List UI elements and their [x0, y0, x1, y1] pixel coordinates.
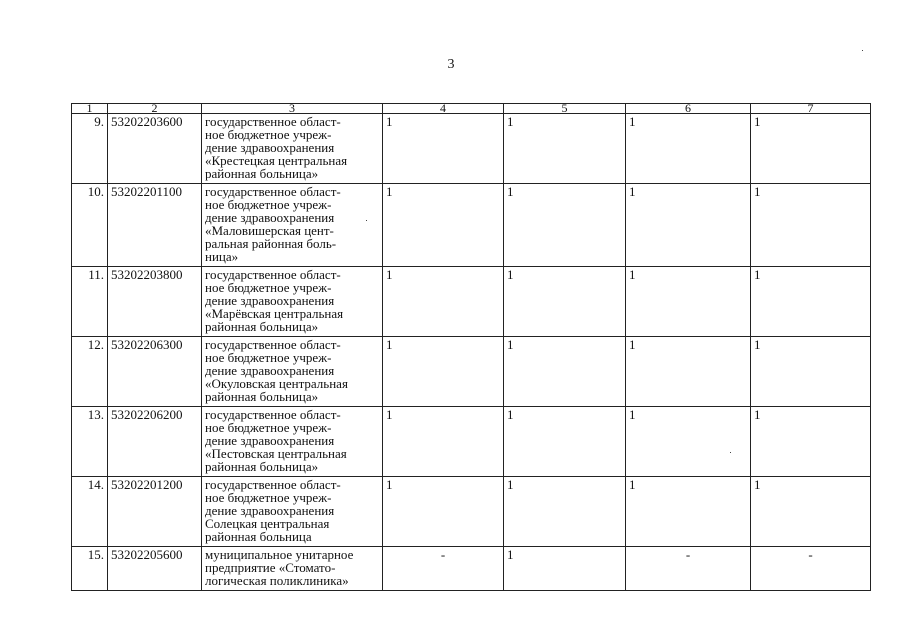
- row-code: 53202203600: [108, 114, 202, 184]
- row-organization-name: государственное област- ное бюджетное учреж- дение здравоохранения «Пестовская центральная районная больница»: [202, 407, 383, 477]
- header-cell: 4: [383, 104, 504, 114]
- page-number: 3: [447, 57, 455, 72]
- table-row: [72, 337, 871, 407]
- row-col5: 1: [504, 477, 626, 547]
- row-organization-name: государственное област- ное бюджетное учреж- дение здравоохранения Солецкая центральная районная больница: [202, 477, 383, 547]
- row-col5: 1: [504, 407, 626, 477]
- table-row: [72, 267, 871, 337]
- row-col5: 1: [504, 267, 626, 337]
- row-code: 53202203800: [108, 267, 202, 337]
- row-number: 9.: [72, 114, 108, 184]
- row-col6: 1: [626, 407, 751, 477]
- table-row: [72, 477, 871, 547]
- row-organization-name: государственное област- ное бюджетное учреж- дение здравоохранения «Марёвская центральная районная больница»: [202, 267, 383, 337]
- row-col5: 1: [504, 114, 626, 184]
- row-number: 13.: [72, 407, 108, 477]
- row-code: 53202201200: [108, 477, 202, 547]
- row-code: 53202205600: [108, 547, 202, 591]
- row-col7: 1: [751, 407, 871, 477]
- scan-speck: [862, 50, 863, 51]
- header-cell: 2: [108, 104, 202, 114]
- row-col7: -: [751, 547, 871, 591]
- row-code: 53202206200: [108, 407, 202, 477]
- row-number: 11.: [72, 267, 108, 337]
- row-code: 53202206300: [108, 337, 202, 407]
- row-col5: 1: [504, 184, 626, 267]
- row-col6: 1: [626, 477, 751, 547]
- row-col7: 1: [751, 267, 871, 337]
- row-col4: 1: [383, 184, 504, 267]
- header-cell: 5: [504, 104, 626, 114]
- row-code: 53202201100: [108, 184, 202, 267]
- header-cell: 1: [72, 104, 108, 114]
- table-row: [72, 114, 871, 184]
- row-col4: 1: [383, 114, 504, 184]
- row-number: 15.: [72, 547, 108, 591]
- row-col7: 1: [751, 114, 871, 184]
- row-col6: 1: [626, 267, 751, 337]
- row-number: 14.: [72, 477, 108, 547]
- row-organization-name: государственное област- ное бюджетное учреж- дение здравоохранения «Окуловская центральная районная больница»: [202, 337, 383, 407]
- table-row: [72, 407, 871, 477]
- row-organization-name: государственное област- ное бюджетное учреж- дение здравоохранения «Маловишерская цент- ральная районная боль- ница»: [202, 184, 383, 267]
- row-number: 12.: [72, 337, 108, 407]
- row-col4: 1: [383, 267, 504, 337]
- row-col7: 1: [751, 477, 871, 547]
- row-col5: 1: [504, 547, 626, 591]
- row-col6: 1: [626, 114, 751, 184]
- row-col7: 1: [751, 337, 871, 407]
- row-col4: 1: [383, 337, 504, 407]
- row-col6: 1: [626, 337, 751, 407]
- row-col6: 1: [626, 184, 751, 267]
- header-cell: 7: [751, 104, 871, 114]
- row-col5: 1: [504, 337, 626, 407]
- scan-speck: [730, 452, 731, 453]
- row-col4: 1: [383, 477, 504, 547]
- table-row: [72, 547, 871, 591]
- row-organization-name: муниципальное унитарное предприятие «Стомато- логическая поликлиника»: [202, 547, 383, 591]
- scan-speck: [366, 220, 367, 221]
- row-col6: -: [626, 547, 751, 591]
- header-cell: 6: [626, 104, 751, 114]
- table-header-row: [72, 104, 871, 114]
- table-row: [72, 184, 871, 267]
- row-col4: -: [383, 547, 504, 591]
- row-organization-name: государственное област- ное бюджетное учреж- дение здравоохранения «Крестецкая центральная районная больница»: [202, 114, 383, 184]
- row-number: 10.: [72, 184, 108, 267]
- header-cell: 3: [202, 104, 383, 114]
- row-col7: 1: [751, 184, 871, 267]
- row-col4: 1: [383, 407, 504, 477]
- document-table: [71, 103, 871, 591]
